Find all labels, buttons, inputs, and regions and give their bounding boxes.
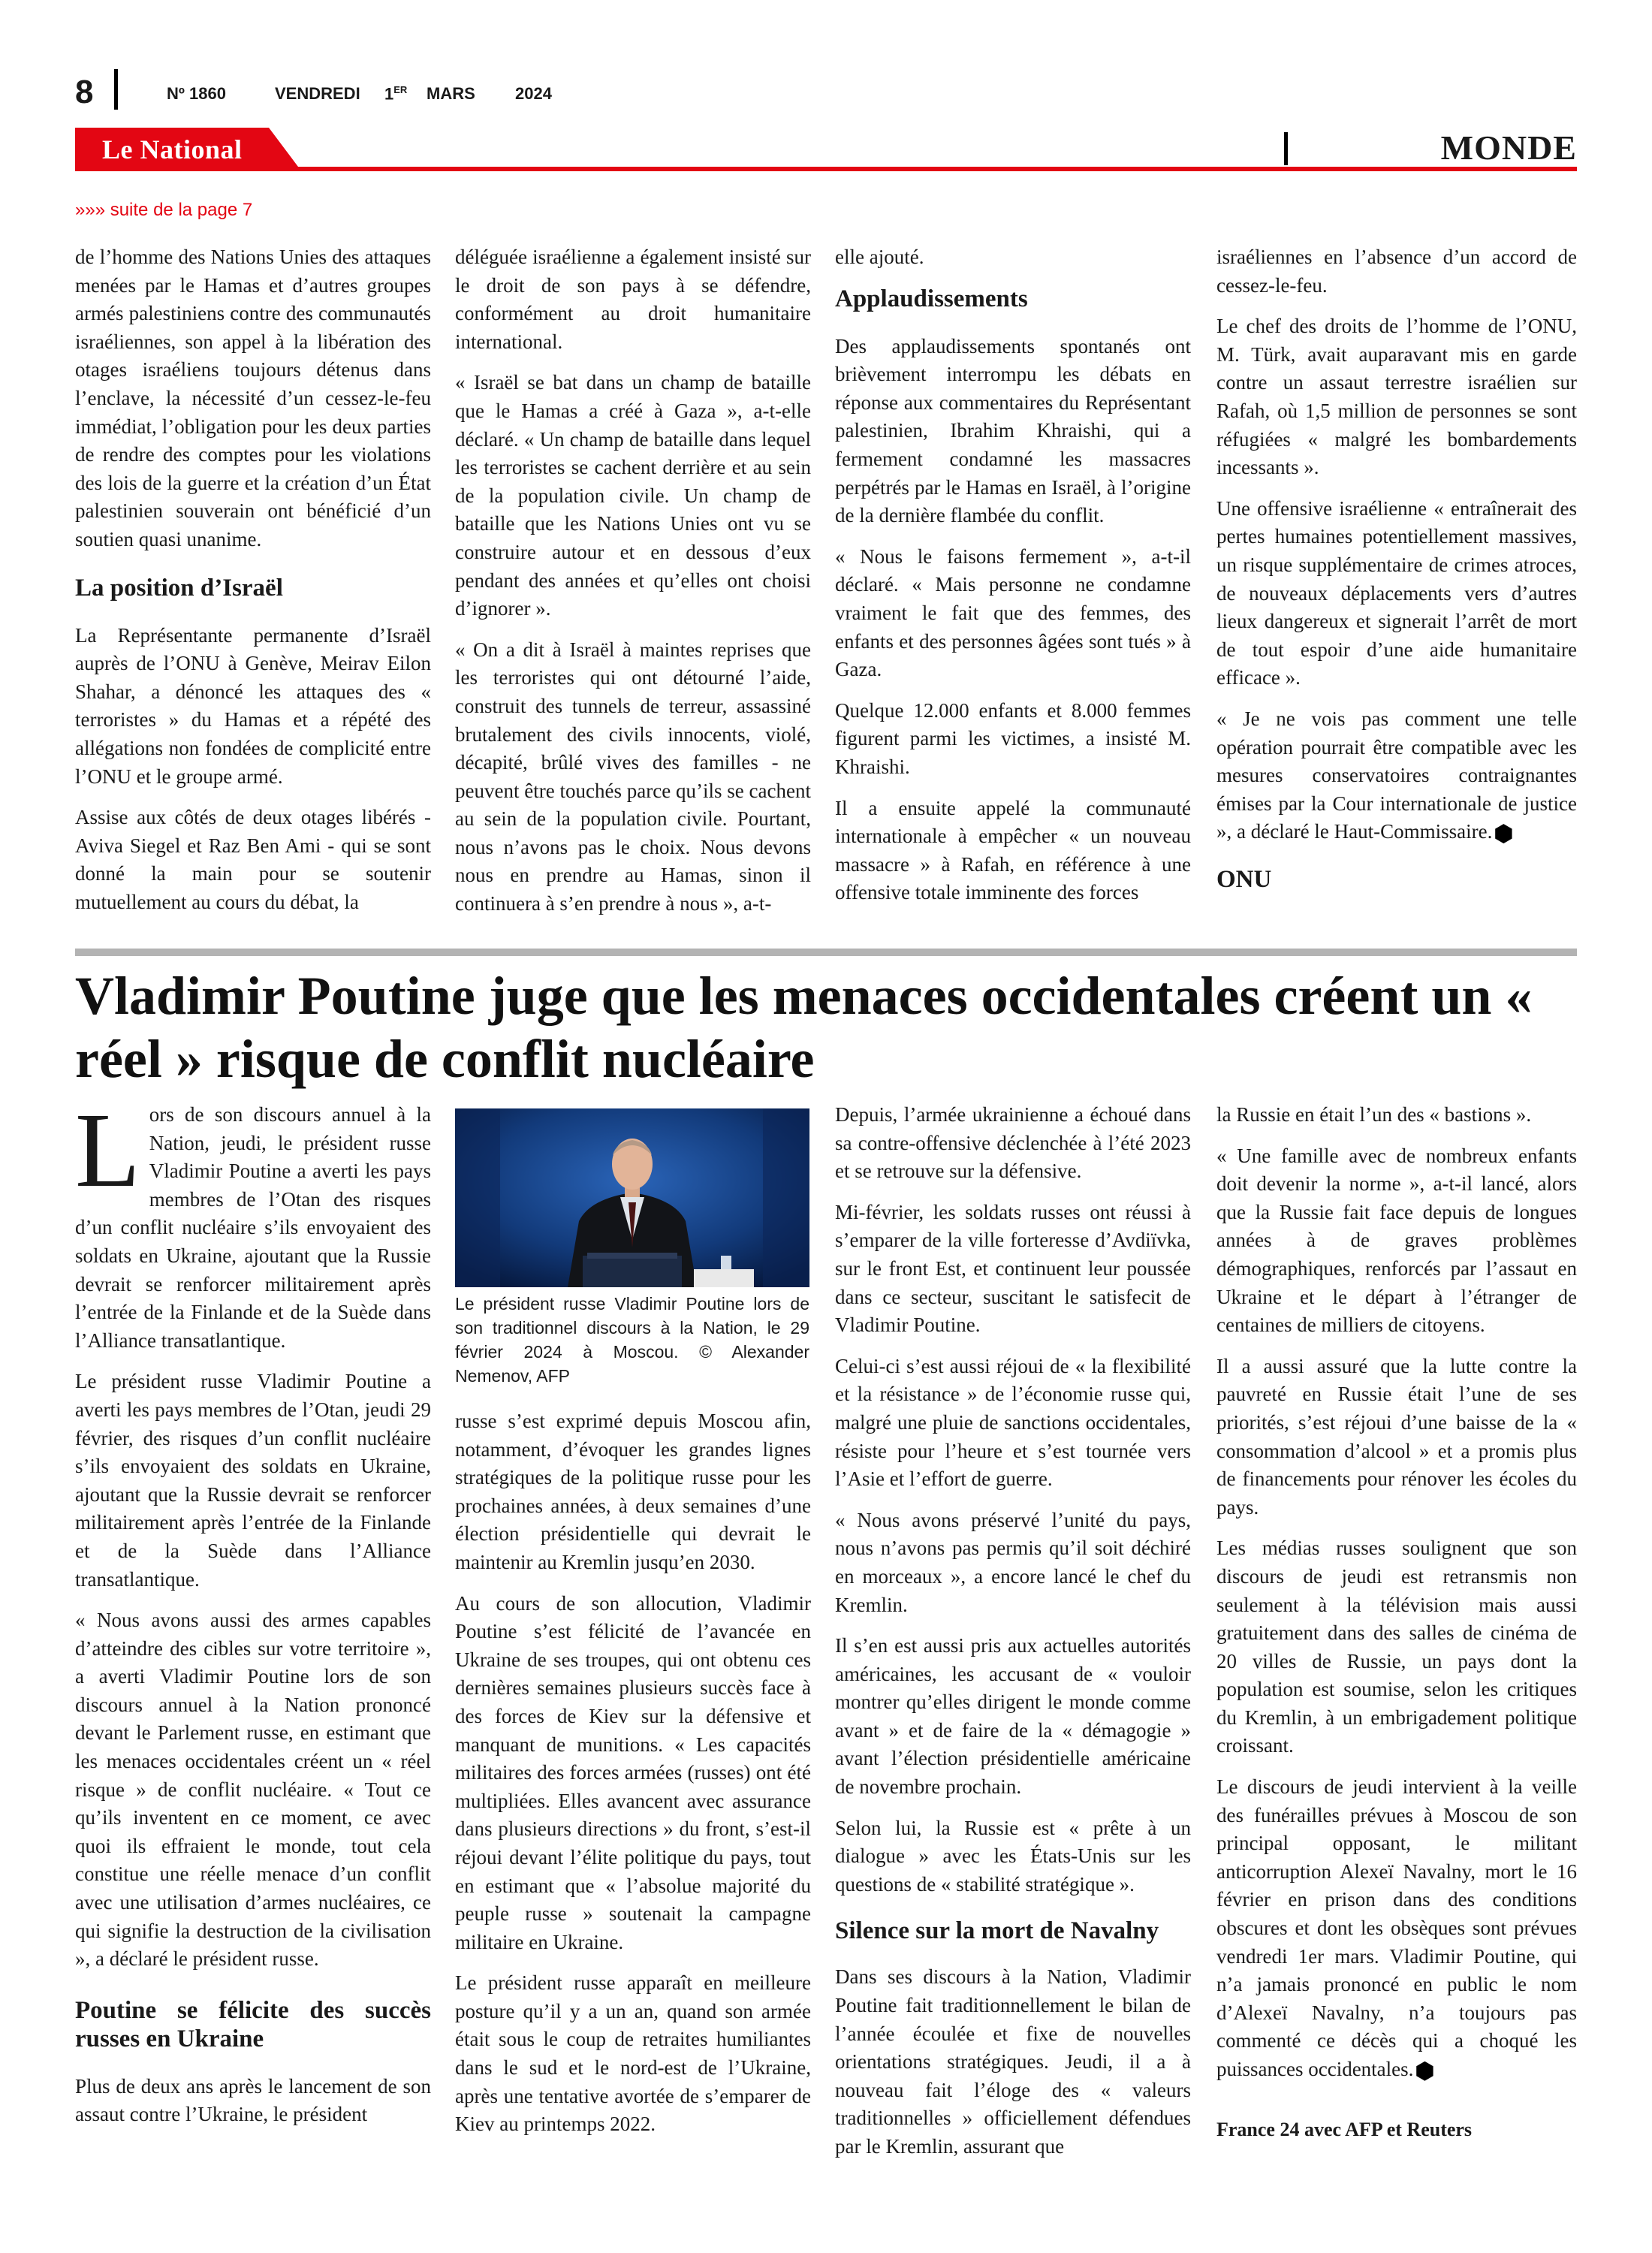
lead-paragraph: Lors de son discours annuel à la Nation, jeudi, le président russe Vladimir Poutine a averti les pays membres de l’Otan des risques d’un conflit nucléaire s’ils envoyaient des soldats en Ukraine, ajoutant que la Russie devrait se renforcer militairement après l’entrée de la Finlande et de la Suède dans l’Alliance transatlantique. <box>75 1090 431 1352</box>
paragraph: Le chef des droits de l’homme de l’ONU, M. Türk, avait auparavant mis en garde contre un assaut terrestre israélien sur Rafah, où 1,5 million de personnes se sont réfugiées « malgré les bombardements incessants ». <box>1216 315 1577 479</box>
subheading: Silence sur la mort de Navalny <box>835 1917 1159 1945</box>
paragraph: déléguée israélienne a également insisté sur le droit de son pays à se défendre, conformément au droit humanitaire international. <box>455 246 811 353</box>
article-headline: Vladimir Poutine juge que les menaces occidentales créent un « réel » risque de conflit nucléaire <box>75 966 1533 1089</box>
paragraph: « On a dit à Israël à maintes reprises que les terroristes qui ont détourné l’aide, construit des tunnels de terreur, assassiné brutalement des civils innocents, violé, décapité, brûlé vives des familles - ne peuvent être touchés parce qu’ils se cachent au sein de la population civile. Pourtant, nous n’avons pas le choix. Nous devons nous en prendre au Hamas, sinon il continuera à s’en prendre à nous », a-t- <box>455 638 811 915</box>
section-divider <box>1284 132 1288 165</box>
article1-column-2 <box>455 243 811 931</box>
paragraph: Il a aussi assuré que la lutte contre la pauvreté en Russie était l’une de ses priorités, s’est réjoui d’une baisse de la « consommation d’alcool » et a promis plus de financements pour rénover les écoles du pays. <box>1216 1354 1577 1519</box>
article2-column-3 <box>835 1101 1191 2174</box>
page-number: 8 <box>75 74 94 110</box>
article1-column-1 <box>75 243 431 929</box>
paragraph: Depuis, l’armée ukrainienne a échoué dans sa contre-offensive déclenchée à l’été 2023 et se retrouve sur la défensive. <box>835 1103 1191 1183</box>
paragraph: Une offensive israélienne « entraînerait des pertes humaines potentiellement massives, un risque supplémentaire de crimes atroces, de nouveaux déplacements vers d’autres lieux dangereux et signerait l’arrêt de mort de tout espoir d’une aide humanitaire efficace ». <box>1216 496 1577 689</box>
paragraph: la Russie en était l’un des « bastions ». <box>1216 1103 1532 1126</box>
paragraph: Au cours de son allocution, Vladimir Poutine s’est félicité de l’avancée en Ukraine de ses troupes, qui ont obtenu ces dernières semaines plusieurs succès face à des forces de Kiev sur la défensive et manquant de munitions. « Les capacités militaires des forces armées (russes) ont été multipliées. Elles avancent avec assurance dans plusieurs directions » du front, s’est-il réjoui devant l’élite politique du pays, tout en estimant que « l’absolue majorité du peuple russe » soutenait la campagne militaire en Ukraine. <box>455 1591 811 1953</box>
paragraph: « Israël se bat dans un champ de bataille que le Hamas a créé à Gaza », a-t-elle déclaré. « Un champ de bataille dans lequel les terroristes se cachent derrière et au sein de la population civile. Un champ de bataille que les Nations Unies ont vu se construire autour et en dessous d’eux pendant des années et qu’elles ont choisi d’ignorer ». <box>455 371 811 620</box>
paragraph: « Nous le faisons fermement », a-t-il déclaré. « Mais personne ne condamne vraiment le fait que des femmes, des enfants et des personnes âgées sont tués » à Gaza. <box>835 544 1191 681</box>
paragraph: « Une famille avec de nombreux enfants doit devenir la norme », a-t-il lancé, alors que la Russie fait face depuis de longues années à de graves problèmes démographiques, renforcés par l’assaut en Ukraine et le départ à l’étranger de centaines de milliers de citoyens. <box>1216 1144 1577 1337</box>
end-of-article-icon <box>1415 2061 1434 2081</box>
article1-column-4 <box>1216 243 1577 894</box>
paragraph: Le président russe Vladimir Poutine a averti les pays membres de l’Otan, jeudi 29 février, des risques d’un conflit nucléaire s’ils envoyaient des soldats en Ukraine, ajoutant que la Russie devrait se renforcer militairement après l’entrée de la Finlande et de la Suède dans l’Alliance transatlantique. <box>75 1370 431 1591</box>
end-of-article-icon <box>1494 824 1513 843</box>
issue-day: VENDREDI <box>275 84 360 103</box>
header-divider <box>114 69 118 110</box>
paragraph: elle ajouté. <box>835 246 924 268</box>
article2-column-1 <box>75 1090 431 2142</box>
issue-number: Nº 1860 <box>167 84 226 103</box>
putin-speech-photo <box>455 1108 809 1287</box>
article-signature: ONU <box>1216 865 1272 893</box>
issue-year: 2024 <box>515 84 552 103</box>
article1-column-3 <box>835 243 1191 920</box>
paragraph: Assise aux côtés de deux otages libérés - Aviva Siegel et Raz Ben Ami - qui se sont donné la main pour se soutenir mutuellement au cours du débat, la <box>75 806 431 913</box>
paragraph: Le président russe apparaît en meilleure posture qu’il y a un an, quand son armée était sous le coup de retraites humiliantes dans le sud et le nord-est de l’Ukraine, après une tentative avortée de s’emparer de Kiev au printemps 2022. <box>455 1971 811 2136</box>
paragraph: Dans ses discours à la Nation, Vladimir Poutine fait traditionnellement le bilan de l’année écoulée et fixe de nouvelles orientations stratégiques. Jeudi, il a à nouveau fait l’éloge des « valeurs traditionnelles » officiellement défendues par le Kremlin, assurant que <box>835 1965 1191 2158</box>
subheading: La position d’Israël <box>75 574 283 602</box>
issue-date: 1ER <box>384 84 408 104</box>
drop-cap: L <box>75 1090 140 1209</box>
paragraph: israéliennes en l’absence d’un accord de cessez-le-feu. <box>1216 246 1577 297</box>
header-red-rule <box>75 167 1577 171</box>
paragraph: « Nous avons préservé l’unité du pays, nous n’avons pas permis qu’il soit déchiré en morceaux », a encore lancé le chef du Kremlin. <box>835 1508 1191 1616</box>
paragraph: Celui-ci s’est aussi réjoui de « la flexibilité et la résistance » de l’économie russe qui, malgré une pluie de sanctions occidentales, résiste pour l’heure et s’est tournée vers l’Asie et l’effort de guerre. <box>835 1354 1191 1491</box>
brand-banner <box>75 128 300 170</box>
paragraph: Plus de deux ans après le lancement de son assaut contre l’Ukraine, le président <box>75 2074 431 2126</box>
paragraph: de l’homme des Nations Unies des attaques menées par le Hamas et d’autres groupes armés palestiniens contre des communautés israéliennes, son appel à la libération des otages israéliens toujours détenus dans l’enclave, la nécessité d’un cessez-le-feu immédiat, l’obligation pour les deux parties de rendre des comptes pour les violations des lois de la guerre et la création d’un État palestinien souverain ont bénéficié d’un soutien quasi unanime. <box>75 246 431 550</box>
paragraph: La Représentante permanente d’Israël auprès de l’ONU à Genève, Meirav Eilon Shahar, a dénoncé les attaques des « terroristes » du Hamas et a répété des allégations non fondées de complicité entre l’ONU et le groupe armé. <box>75 623 431 788</box>
paragraph: Il a ensuite appelé la communauté internationale à empêcher « un nouveau massacre » à Rafah, en référence à une offensive totale imminente des forces <box>835 796 1191 904</box>
paragraph: Des applaudissements spontanés ont brièvement interrompu les débats en réponse aux commentaires du Représentant palestinien, Ibrahim Khraishi, qui a fermement condamné les massacres perpétrés par le Hamas en Israël, à l’origine de la dernière flambée du conflit. <box>835 334 1191 527</box>
paragraph: Mi-février, les soldats russes ont réussi à s’emparer de la ville forteresse d’Avdiïvka, sur le front Est, et continuent leur poussée dans ce secteur, suscitant le satisfecit de Vladimir Poutine. <box>835 1200 1191 1337</box>
paragraph: Le discours de jeudi intervient à la veille des funérailles prévues à Moscou de son principal opposant, le militant anticorruption Alexeï Navalny, mort le 16 février en prison dans des conditions obscures et dont les obsèques sont prévues vendredi 1er mars. Vladimir Poutine, qui n’a jamais prononcé en public le nom d’Alexeï Navalny, n’a toujours pas commenté ce décès qui a choqué les puissances occidentales. <box>1216 1775 1577 2080</box>
photo-caption: Le président russe Vladimir Poutine lors de son traditionnel discours à la Nation, le 29 février 2024 à Moscou. © Alexander Nemenov, AFP <box>455 1294 809 1386</box>
continued-from-link[interactable]: »»» suite de la page 7 <box>75 200 253 220</box>
paragraph: « Nous avons aussi des armes capables d’atteindre des cibles sur votre territoire », a averti Vladimir Poutine lors de son discours annuel à la Nation prononcé devant le Parlement russe, en estimant que les menaces occidentales créent un « réel risque » de conflit nucléaire. « Tout ce qu’ils inventent en ce moment, ce avec quoi ils effraient le monde, tout cela constitue une réelle menace d’un conflit avec une utilisation d’armes nucléaires, ce qui signifie la destruction de la civilisation », a déclaré le président russe. <box>75 1609 431 1971</box>
article2-column-2 <box>455 1407 811 2152</box>
subheading: Applaudissements <box>835 285 1028 312</box>
paragraph: Les médias russes soulignent que son discours de jeudi est retransmis non seulement à la télévision mais aussi gratuitement dans des salles de cinéma de 20 villes de Russie, un pays dont la population est soumise, selon les critiques du Kremlin, à un embrigadement politique croissant. <box>1216 1537 1577 1757</box>
subheading: Poutine se félicite des succès russes en Ukraine <box>75 1996 431 2052</box>
paragraph: Selon lui, la Russie est « prête à un dialogue » avec les États-Unis sur les questions de « stabilité stratégique ». <box>835 1816 1191 1896</box>
paragraph: Quelque 12.000 enfants et 8.000 femmes figurent parmi les victimes, a insisté M. Khraishi. <box>835 698 1191 778</box>
article-photo <box>455 1108 809 1287</box>
paragraph: « Je ne vois pas comment une telle opération pourrait être compatible avec les mesures conservatoires contraignantes émises par la Cour internationale de justice », a déclaré le Haut-Commissaire. <box>1216 707 1577 843</box>
paragraph: Il s’en est aussi pris aux actuelles autorités américaines, les accusant de « vouloir montrer qu’elles dirigent le monde comme avant » et de faire de la « démagogie » avant l’élection présidentielle américaine de novembre prochain. <box>835 1634 1191 1799</box>
brand-name: Le National <box>102 134 243 164</box>
paragraph: russe s’est exprimé depuis Moscou afin, notamment, d’évoquer les grandes lignes stratégiques de la politique russe pour les prochaines années, à deux semaines d’une élection présidentielle qui devrait le maintenir au Kremlin jusqu’en 2030. <box>455 1410 811 1573</box>
issue-month: MARS <box>427 84 475 103</box>
article2-column-4 <box>1216 1101 1577 2143</box>
article-credit: France 24 avec AFP et Reuters <box>1216 2118 1473 2140</box>
article-divider <box>75 949 1577 956</box>
section-title: MONDE <box>1440 128 1577 167</box>
